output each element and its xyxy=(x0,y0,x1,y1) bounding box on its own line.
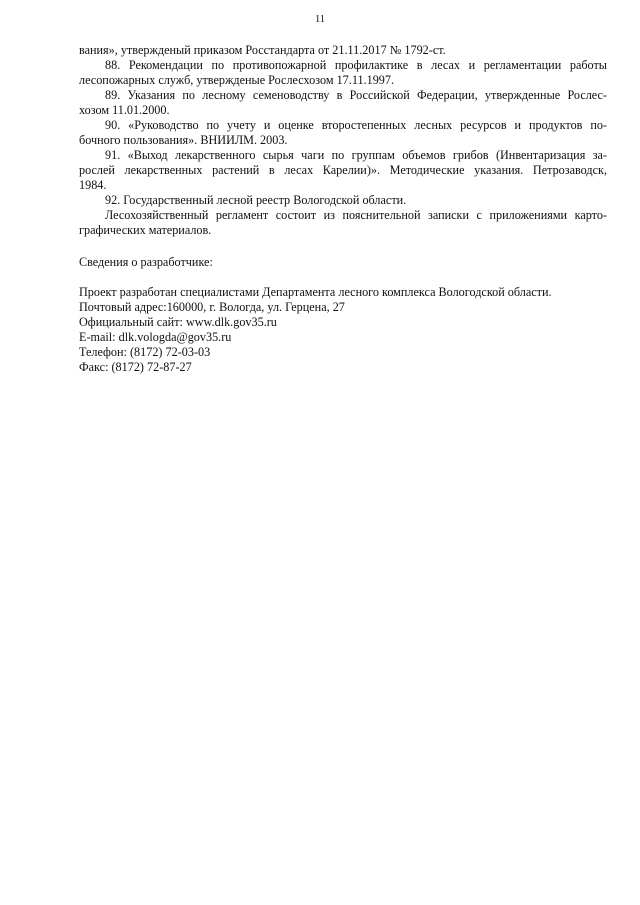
text-line: рослей лекарственных растений в лесах Карелии)». Методические указания. Петрозаводск, xyxy=(79,163,607,177)
text-line: 91. «Выход лекарственного сырья чаги по группам объемов грибов (Инвентаризация за- xyxy=(105,148,607,162)
summary-paragraph xyxy=(79,208,607,238)
text-line: графических материалов. xyxy=(79,223,212,237)
list-item-92 xyxy=(79,193,607,208)
developer-heading: Сведения о разработчике: xyxy=(79,255,213,269)
fax-number: Факс: (8172) 72-87-27 xyxy=(79,360,192,374)
list-item-91 xyxy=(79,148,607,193)
text-line: хозом 11.01.2000. xyxy=(79,103,170,117)
phone-number: Телефон: (8172) 72-03-03 xyxy=(79,345,211,359)
list-item-90 xyxy=(79,118,607,148)
developer-info xyxy=(79,285,607,375)
text-line: Лесохозяйственный регламент состоит из пояснительной записки с приложениями карто- xyxy=(105,208,607,222)
paragraph-continuation xyxy=(79,43,607,58)
list-item-88 xyxy=(79,58,607,88)
text-line: 1984. xyxy=(79,178,107,192)
email-address: E-mail: dlk.vologda@gov35.ru xyxy=(79,330,232,344)
document-body xyxy=(79,43,607,374)
text-line: вания», утвержденый приказом Росстандарта от 21.11.2017 № 1792-ст. xyxy=(79,43,446,57)
page-number: 11 xyxy=(314,14,326,25)
developer-description: Проект разработан специалистами Департамента лесного комплекса Вологодской области. xyxy=(79,285,552,299)
text-line: 90. «Руководство по учету и оценке второстепенных лесных ресурсов и продуктов по- xyxy=(105,118,607,132)
list-item-89 xyxy=(79,88,607,118)
text-line: лесопожарных служб, утвержденые Рослесхозом 17.11.1997. xyxy=(79,73,395,87)
text-line: 89. Указания по лесному семеноводству в Российской Федерации, утвержденные Рослес- xyxy=(105,88,607,102)
text-line: 92. Государственный лесной реестр Вологодской области. xyxy=(105,193,407,207)
official-website: Официальный сайт: www.dlk.gov35.ru xyxy=(79,315,277,329)
text-line: 88. Рекомендации по противопожарной профилактике в лесах и регламентации работы xyxy=(105,58,607,72)
text-line: бочного пользования». ВНИИЛМ. 2003. xyxy=(79,133,288,147)
postal-address: Почтовый адрес:160000, г. Вологда, ул. Герцена, 27 xyxy=(79,300,345,314)
